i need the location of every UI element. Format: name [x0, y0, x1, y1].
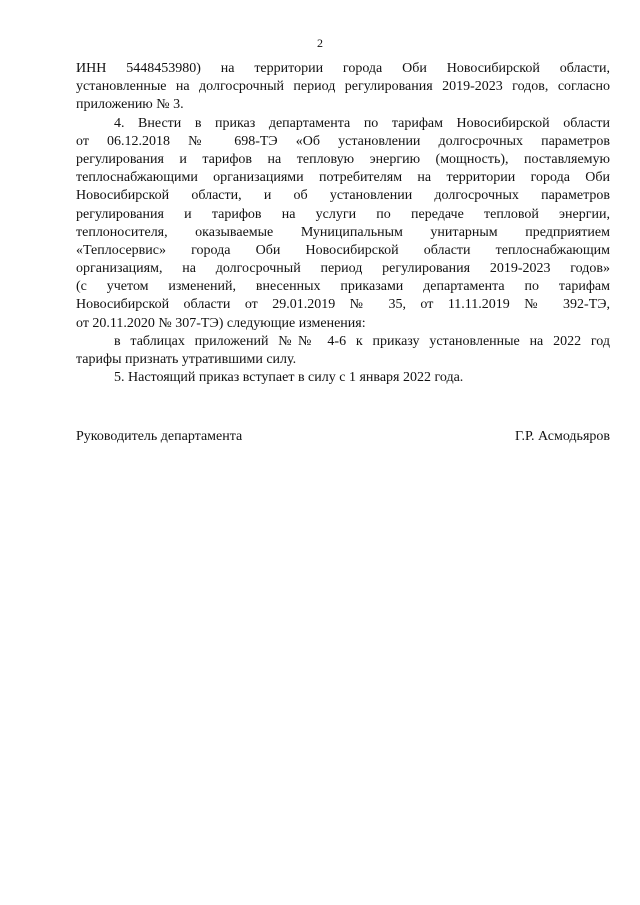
body-line: приложению № 3. — [76, 97, 184, 113]
body-line: Новосибирской области, и об установлении долгосрочных параметров — [76, 188, 610, 204]
body-line: (с учетом изменений, внесенных приказами департамента по тарифам — [76, 279, 610, 295]
body-line: 4. Внести в приказ департамента по тарифам Новосибирской области — [114, 115, 610, 131]
body-line: теплоносителя, оказываемые Муниципальным унитарным предприятием — [76, 224, 610, 240]
body-line: Новосибирской области от 29.01.2019 № 35, от 11.11.2019 № 392-ТЭ, — [76, 297, 610, 313]
body-line: тарифы признать утратившими силу. — [76, 352, 297, 367]
body-line: «Теплосервис» города Оби Новосибирской области теплоснабжающим — [76, 242, 610, 258]
body-line: теплоснабжающими организациями потребителям на территории города Оби — [76, 170, 610, 186]
body-line: от 06.12.2018 № 698-ТЭ «Об установлении долгосрочных параметров — [76, 133, 610, 149]
body-line: ИНН 5448453980) на территории города Оби Новосибирской области, — [76, 61, 610, 76]
body-line: от 20.11.2020 № 307-ТЭ) следующие изменения: — [76, 315, 366, 331]
body-line: регулирования и тарифов на тепловую энергию (мощность), поставляемую — [76, 151, 610, 167]
body-line: организациям, на долгосрочный период регулирования 2019-2023 годов» — [76, 261, 610, 277]
signatory-position: Руководитель департамента — [76, 429, 243, 444]
body-line: 5. Настоящий приказ вступает в силу с 1 января 2022 года. — [114, 370, 464, 386]
document-body — [76, 60, 610, 387]
signatory-name: Г.Р. Асмодьяров — [514, 429, 610, 444]
page-number: 2 — [317, 36, 323, 50]
body-line: установленные на долгосрочный период регулирования 2019-2023 годов, согласно — [76, 79, 610, 95]
body-line: регулирования и тарифов на услуги по передаче тепловой энергии, — [76, 206, 610, 222]
body-line: в таблицах приложений №№ 4-6 к приказу установленные на 2022 год — [114, 333, 610, 349]
